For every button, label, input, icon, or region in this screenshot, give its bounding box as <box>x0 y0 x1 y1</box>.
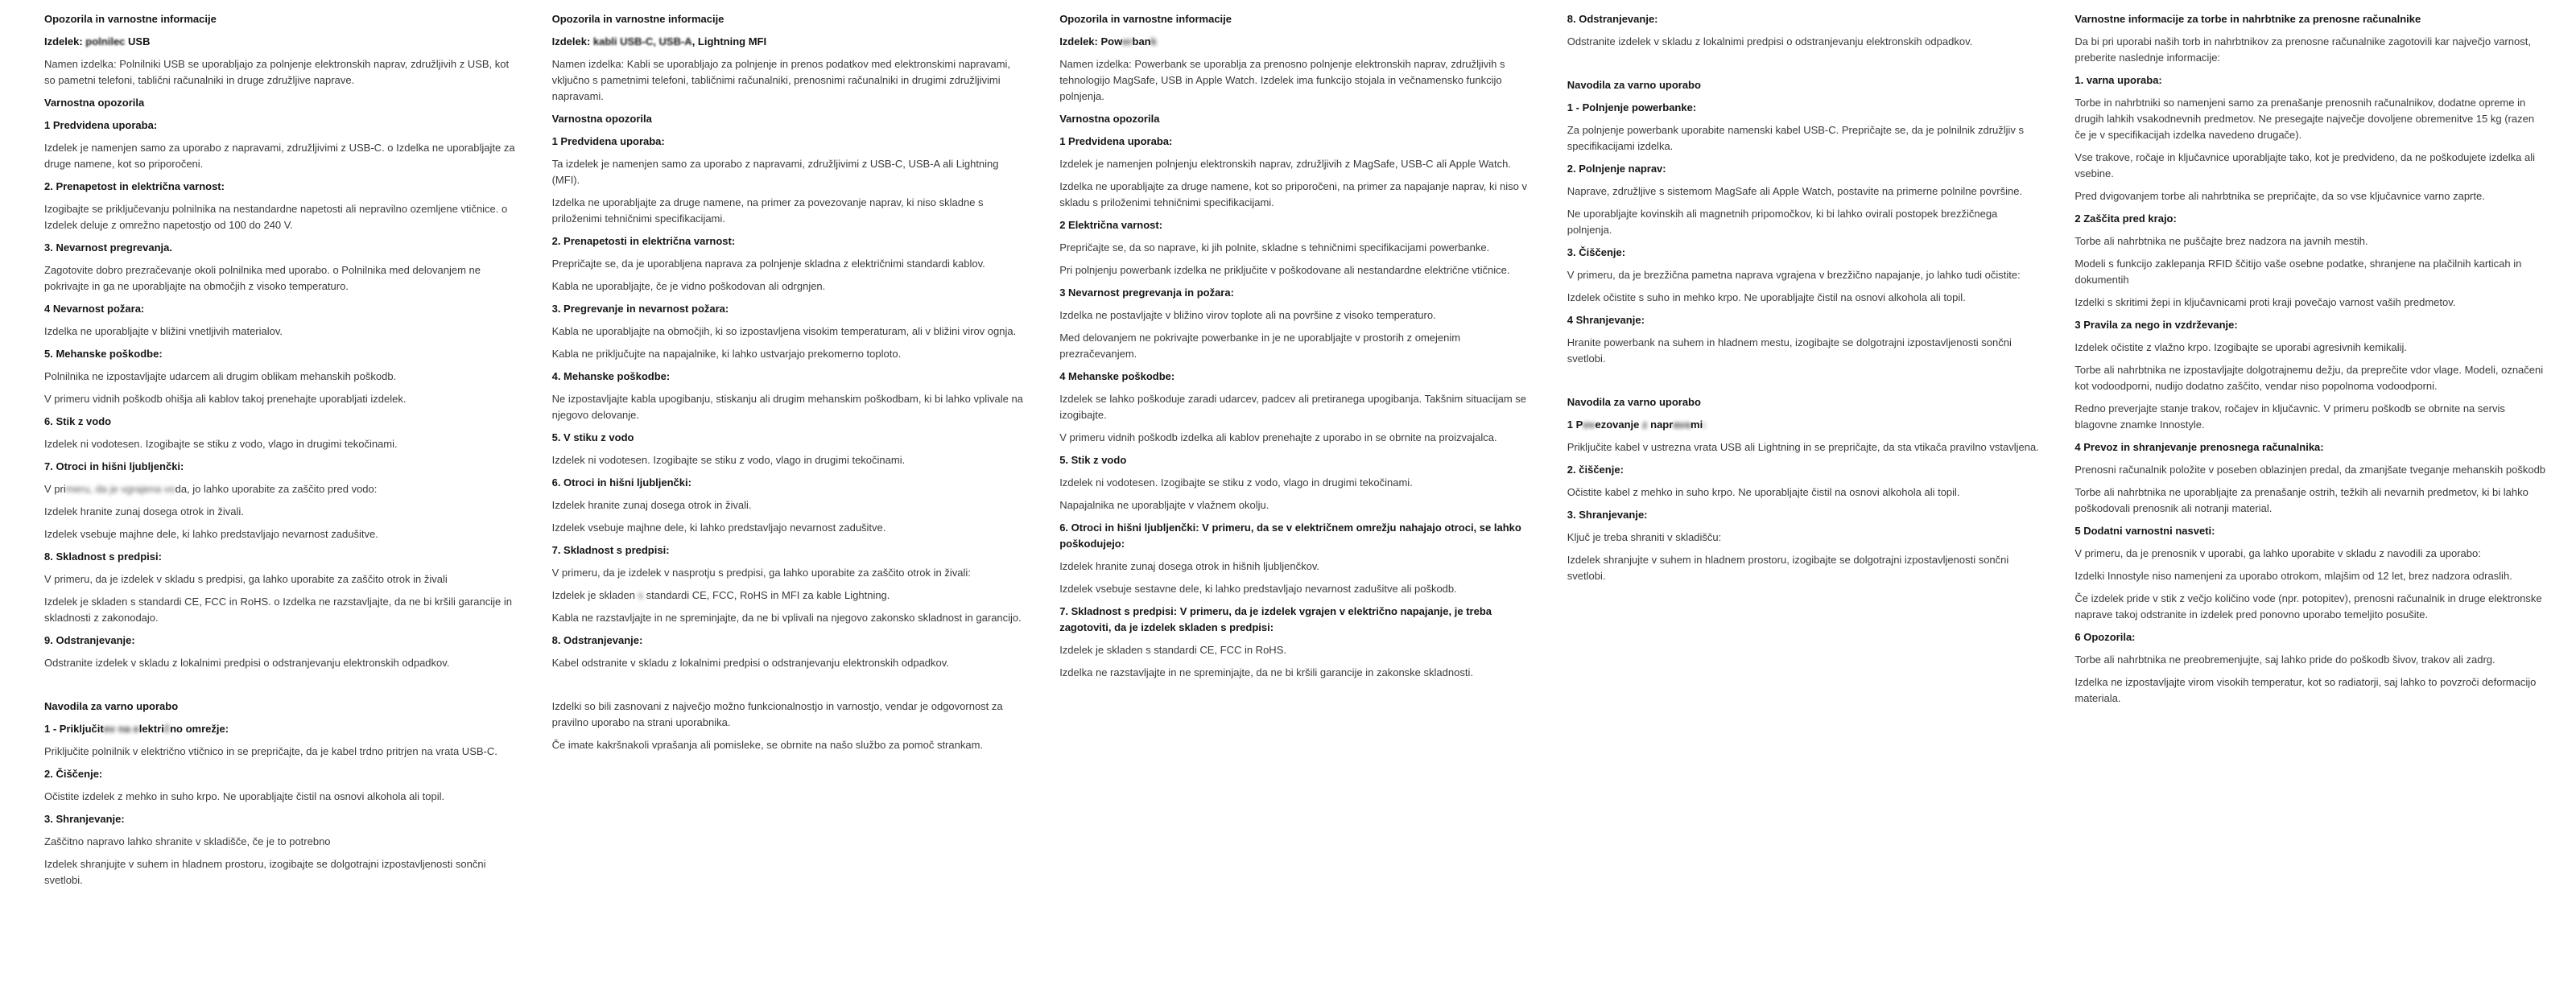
section-heading: 5. Stik z vodo <box>1059 454 1127 466</box>
paragraph: Izdelki s skritimi žepi in ključavnicami proti kraji povečajo varnost vaših predmetov. <box>2074 296 2456 308</box>
paragraph: Vse trakove, ročaje in ključavnice uporabljajte tako, kot je predvideno, da ne poškodujete izdelka ali vsebine. <box>2074 151 2536 179</box>
paragraph: Odstranite izdelek v skladu z lokalnimi predpisi o odstranjevanju elektronskih odpadkov. <box>1567 35 1973 47</box>
section-heading: 8. Skladnost s predpisi: <box>44 550 162 563</box>
section-heading: 9. Odstranjevanje: <box>44 634 135 646</box>
section-title: Navodila za varno uporabo <box>44 700 179 712</box>
paragraph: Torbe ali nahrbtnika ne puščajte brez nadzora na javnih mestih. <box>2074 235 2368 247</box>
section-heading: 3 Pravila za nego in vzdrževanje: <box>2074 319 2238 331</box>
paragraph: Odstranite izdelek v skladu z lokalnimi predpisi o odstranjevanju elektronskih odpadkov. <box>44 657 450 669</box>
blurred-text: s <box>638 589 644 601</box>
product-name <box>44 34 517 50</box>
spacer <box>44 678 517 699</box>
product-name <box>1059 34 1532 50</box>
section-heading: 6. Otroci in hišni ljubljenčki: V primeru, da se v električnem omrežju nahajajo otroci, se lahko poškodujejo: <box>1059 522 1521 550</box>
paragraph: Če imate kakršnakoli vprašanja ali pomisleke, se obrnite na našo službo za pomoč strankam. <box>551 739 984 751</box>
paragraph: Pred dvigovanjem torbe ali nahrbtnika se prepričajte, da so vse ključavnice varno zaprte. <box>2074 190 2485 202</box>
paragraph: Torbe ali nahrbtnika ne uporabljajte za prenašanje ostrih, težkih ali nevarnih predmetov, ki bi lahko poškodovali prenosnik ali notranji material. <box>2074 486 2529 514</box>
spacer <box>552 678 1025 699</box>
section-heading: 7. Skladnost s predpisi: V primeru, da je izdelek vgrajen v električno napajanje, je treba zagotoviti, da je izdelek skladen s predpisi: <box>1059 605 1492 633</box>
paragraph: Torbe in nahrbtniki so namenjeni samo za prenašanje prenosnih računalnikov, dodatne opreme in drugih lahkih vsakodnevnih predmetov. Ne presegajte največje dovoljene obremenitve 15 kg (razen če je v specifikacijah izdelka navedeno drugače). <box>2074 97 2535 141</box>
blurred-text: č <box>163 723 171 735</box>
blurred-text: ava <box>1673 418 1691 431</box>
doc-title: Opozorila in varnostne informacije <box>551 13 724 25</box>
paragraph: Polnilnika ne izpostavljajte udarcem ali drugim oblikam mehanskih poškodb. <box>44 370 397 382</box>
text-fragment: napr <box>1647 418 1674 431</box>
paragraph: Zaščitno napravo lahko shranite v skladišče, če je to potrebno <box>44 835 331 847</box>
paragraph: Med delovanjem ne pokrivajte powerbanke in je ne uporabljajte v prostorih z omejenim prezračevanjem. <box>1059 332 1461 360</box>
section-heading: 1 Predvidena uporaba: <box>1059 135 1173 147</box>
text-fragment: da, jo lahko uporabite za zaščito pred vodo: <box>175 483 378 495</box>
paragraph: V primeru vidnih poškodb ohišja ali kablov takoj prenehajte uporabljati izdelek. <box>44 393 407 405</box>
paragraph: Torbe ali nahrbtnika ne preobremenjujte, saj lahko pride do poškodb šivov, trakov ali zadrg. <box>2074 653 2496 666</box>
section-heading: 2. čiščenje: <box>1567 464 1624 476</box>
paragraph: Očistite kabel z mehko in suho krpo. Ne uporabljajte čistil na osnovi alkohola ali topil. <box>1567 486 1960 498</box>
paragraph: Izdelki so bili zasnovani z največjo možno funkcionalnostjo in varnostjo, vendar je odgovornost za pravilno uporabo na strani uporabnika. <box>551 700 1003 728</box>
section-heading: 1. varna uporaba: <box>2074 74 2162 86</box>
paragraph: Prepričajte se, da so naprave, ki jih polnite, skladne s tehničnimi specifikacijami powerbanke. <box>1059 241 1490 254</box>
paragraph: V primeru, da je izdelek v skladu s predpisi, ga lahko uporabite za zaščito otrok in živali <box>44 573 448 585</box>
paragraph: Priključite kabel v ustrezna vrata USB ali Lightning in se prepričajte, da sta vtikača pravilno vstavljena. <box>1567 441 2039 453</box>
paragraph: Izdelek vsebuje majhne dele, ki lahko predstavljajo nevarnost zadušitve. <box>551 522 886 534</box>
doc-title: Varnostne informacije za torbe in nahrbtnike za prenosne računalnike <box>2074 13 2421 25</box>
spacer <box>1567 373 2040 394</box>
paragraph: Namen izdelka: Kabli se uporabljajo za polnjenje in prenos podatkov med elektronskimi napravami, vključno s pametnimi telefoni, tabličnimi računalniki, prenosnimi računalniki in drugimi združljivimi napravami. <box>551 58 1011 102</box>
text-fragment: Izdelek: <box>551 35 593 47</box>
section-heading: 1 Predvidena uporaba: <box>551 135 665 147</box>
paragraph: Izdelek je namenjen samo za uporabo z napravami, združljivimi z USB-C. o Izdelka ne uporabljajte za druge namene, kot so priporočeni. <box>44 142 515 170</box>
column-1 <box>44 11 517 895</box>
blurred-text: er <box>1122 35 1133 47</box>
section-title: Varnostna opozorila <box>44 97 145 109</box>
paragraph: Naprave, združljive s sistemom MagSafe ali Apple Watch, postavite na primerne polnilne površine. <box>1567 185 2023 197</box>
paragraph: Izdelek hranite zunaj dosega otrok in živali. <box>44 505 244 517</box>
paragraph: Hranite powerbank na suhem in hladnem mestu, izogibajte se dolgotrajni izpostavljenosti sončni svetlobi. <box>1567 336 2012 365</box>
paragraph: V primeru, da je izdelek v nasprotju s predpisi, ga lahko uporabite za zaščito otrok in živali: <box>551 567 971 579</box>
paragraph: Če izdelek pride v stik z večjo količino vode (npr. potopitev), prenosni računalnik in druge elektronske naprave takoj odstranite in izdelek pred ponovno uporabo temeljito posušite. <box>2074 592 2542 621</box>
paragraph: Izdelek shranjujte v suhem in hladnem prostoru, izogibajte se dolgotrajni izpostavljenosti sončni svetlobi. <box>1567 554 2009 582</box>
section-heading: 5. V stiku z vodo <box>551 431 634 443</box>
section-heading: 2 Zaščita pred krajo: <box>2074 212 2177 225</box>
paragraph: Izdelek hranite zunaj dosega otrok in živali. <box>551 499 752 511</box>
paragraph: Izdelka ne postavljajte v bližino virov toplote ali na površine z visoko temperaturo. <box>1059 309 1436 321</box>
paragraph: Izdelka ne uporabljajte za druge namene, na primer za povezovanje naprav, ki niso skladne s priloženimi tehničnimi specifikacijami. <box>551 196 984 225</box>
paragraph: Izdelki Innostyle niso namenjeni za uporabo otrokom, mlajšim od 12 let, brez nadzora odraslih. <box>2074 570 2512 582</box>
paragraph: Izdelek očistite s suho in mehko krpo. Ne uporabljajte čistil na osnovi alkohola ali topil. <box>1567 291 1966 303</box>
section-heading: 3. Nevarnost pregrevanja. <box>44 241 172 254</box>
paragraph: Izogibajte se priključevanju polnilnika na nestandardne napetosti ali nepravilno ozemljene vtičnice. o Izdelek deluje z omrežno napetostjo od 100 do 240 V. <box>44 203 508 231</box>
paragraph: Izdelka ne uporabljajte za druge namene, kot so priporočeni, na primer za napajanje naprav, ki niso v skladu s priloženimi tehničnimi specifikacijami. <box>1059 180 1527 208</box>
paragraph: Kabel odstranite v skladu z lokalnimi predpisi o odstranjevanju elektronskih odpadkov. <box>551 657 949 669</box>
column-5 <box>2074 11 2547 713</box>
text-fragment: Izdelek: Pow <box>1059 35 1123 47</box>
text-fragment: V pri <box>44 483 66 495</box>
paragraph: Da bi pri uporabi naših torb in nahrbtnikov za prenosne računalnike zagotovili kar največjo varnost, preberite naslednje informacije: <box>2074 35 2531 64</box>
paragraph: Izdelek je namenjen polnjenju elektronskih naprav, združljivih z MagSafe, USB-C ali Apple Watch. <box>1059 158 1511 170</box>
paragraph: Izdelka ne razstavljajte in ne spreminjajte, da ne bi kršili garancije in zakonske skladnosti. <box>1059 666 1473 678</box>
paragraph: Ključ je treba shraniti v skladišču: <box>1567 531 1722 543</box>
paragraph <box>552 588 1025 604</box>
section-heading: 8. Odstranjevanje: <box>1567 13 1658 25</box>
paragraph: Kabla ne uporabljajte, če je vidno poškodovan ali odrgnjen. <box>551 280 826 292</box>
section-heading: 3. Pregrevanje in nevarnost požara: <box>551 303 729 315</box>
paragraph: V primeru, da je brezžična pametna naprava vgrajena v brezžično napajanje, jo lahko tudi očistite: <box>1567 269 2021 281</box>
text-fragment: , Lightning MFI <box>691 35 767 47</box>
section-heading <box>1567 417 2040 433</box>
text-fragment: standardi CE, FCC, RoHS in MFI za kable Lightning. <box>643 589 890 601</box>
paragraph: Izdelek je skladen s standardi CE, FCC in RoHS. <box>1059 644 1286 656</box>
section-heading: 6 Opozorila: <box>2074 631 2136 643</box>
blurred-text: meru, da je vgrajena vo <box>65 483 175 495</box>
paragraph: Izdelek hranite zunaj dosega otrok in hišnih ljubljenčkov. <box>1059 560 1319 572</box>
section-heading: 4 Mehanske poškodbe: <box>1059 370 1175 382</box>
paragraph: Pri polnjenju powerbank izdelka ne priključite v poškodovane ali nestandardne električne vtičnice. <box>1059 264 1510 276</box>
blurred-text: ov <box>1583 418 1596 431</box>
paragraph: Ne uporabljajte kovinskih ali magnetnih pripomočkov, ki bi lahko ovirali postopek brezžičnega polnjenja. <box>1567 208 1998 236</box>
paragraph: Izdelka ne uporabljajte v bližini vnetljivih materialov. <box>44 325 283 337</box>
text-fragment: ban <box>1132 35 1151 47</box>
section-title: Varnostna opozorila <box>551 113 652 125</box>
paragraph: Izdelek vsebuje majhne dele, ki lahko predstavljajo nevarnost zadušitve. <box>44 528 378 540</box>
section-heading: 1 Predvidena uporaba: <box>44 119 158 131</box>
paragraph: Kabla ne uporabljajte na območjih, ki so izpostavljena visokim temperaturam, ali v bližini virov ognja. <box>551 325 1017 337</box>
section-heading: 5. Mehanske poškodbe: <box>44 348 163 360</box>
section-heading: 7. Otroci in hišni ljubljenčki: <box>44 460 184 472</box>
text-fragment: USB <box>125 35 151 47</box>
paragraph: Priključite polnilnik v električno vtičnico in se prepričajte, da je kabel trdno pritrjen na vrata USB-C. <box>44 745 497 757</box>
section-heading: 4 Prevoz in shranjevanje prenosnega računalnika: <box>2074 441 2324 453</box>
paragraph: Kabla ne priključujte na napajalnike, ki lahko ustvarjajo prekomerno toploto. <box>551 348 902 360</box>
blurred-text: : <box>1703 418 1707 431</box>
product-name <box>552 34 1025 50</box>
section-heading: 2. Čiščenje: <box>44 768 103 780</box>
section-heading <box>44 721 517 737</box>
section-heading: 3. Shranjevanje: <box>44 813 125 825</box>
paragraph: Za polnjenje powerbank uporabite namenski kabel USB-C. Prepričajte se, da je polnilnik združljiv s specifikacijami izdelka. <box>1567 124 2025 152</box>
paragraph: Izdelek se lahko poškoduje zaradi udarcev, padcev ali pretiranega upogibanja. Takšnim situacijam se izogibajte. <box>1059 393 1526 421</box>
column-3 <box>1059 11 1532 687</box>
doc-title: Opozorila in varnostne informacije <box>1059 13 1232 25</box>
paragraph: Izdelek ni vodotesen. Izogibajte se stiku z vodo, vlago in drugimi tekočinami. <box>1059 476 1413 489</box>
paragraph: Očistite izdelek z mehko in suho krpo. Ne uporabljajte čistil na osnovi alkohola ali topil. <box>44 790 445 802</box>
text-fragment: ezovanje <box>1595 418 1643 431</box>
paragraph: V primeru vidnih poškodb izdelka ali kablov prenehajte z uporabo in se obrnite na proizvajalca. <box>1059 431 1497 443</box>
paragraph: Izdelek ni vodotesen. Izogibajte se stiku z vodo, vlago in drugimi tekočinami. <box>44 438 398 450</box>
text-fragment: Izdelek je skladen <box>551 589 638 601</box>
paragraph: Izdelek očistite z vlažno krpo. Izogibajte se uporabi agresivnih kemikalij. <box>2074 341 2407 353</box>
blurred-text: polnilec <box>85 35 126 47</box>
paragraph: Ne izpostavljajte kabla upogibanju, stiskanju ali drugim mehanskim poškodbam, ki bi lahko vplivale na njegovo delovanje. <box>551 393 1023 421</box>
blurred-text: kabli USB-C, USB-A <box>592 35 692 47</box>
spacer <box>1567 56 2040 77</box>
section-title: Navodila za varno uporabo <box>1567 79 1701 91</box>
text-fragment: 1 P <box>1567 418 1583 431</box>
paragraph: Izdelek shranjujte v suhem in hladnem prostoru, izogibajte se dolgotrajni izpostavljenosti sončni svetlobi. <box>44 858 486 886</box>
paragraph: Namen izdelka: Polnilniki USB se uporabljajo za polnjenje elektronskih naprav, združljivih z USB, kot so pametni telefoni, tablični računalniki in druge združljive naprave. <box>44 58 510 86</box>
doc-title: Opozorila in varnostne informacije <box>44 13 217 25</box>
section-heading: 6. Otroci in hišni ljubljenčki: <box>551 476 691 489</box>
section-heading: 3 Nevarnost pregrevanja in požara: <box>1059 287 1234 299</box>
blurred-text: z <box>1642 418 1648 431</box>
section-heading: 2 Električna varnost: <box>1059 219 1163 231</box>
paragraph: Prepričajte se, da je uporabljena naprava za polnjenje skladna z električnimi standardi kablov. <box>551 258 985 270</box>
paragraph: Izdelek ni vodotesen. Izogibajte se stiku z vodo, vlago in drugimi tekočinami. <box>551 454 906 466</box>
section-heading: 3. Čiščenje: <box>1567 246 1626 258</box>
section-heading: 2. Prenapetost in električna varnost: <box>44 180 225 192</box>
text-fragment: 1 - Priključit <box>44 723 104 735</box>
text-fragment: no omrežje: <box>170 723 229 735</box>
section-heading: 2. Prenapetosti in električna varnost: <box>551 235 736 247</box>
paragraph: Prenosni računalnik položite v poseben oblazinjen predal, da zmanjšate tveganje mehanskih poškodb <box>2074 464 2546 476</box>
paragraph: Redno preverjajte stanje trakov, ročajev in ključavnic. V primeru poškodb se obrnite na servis blagovne znamke Innostyle. <box>2074 402 2505 431</box>
blurred-text: ev na e <box>103 723 139 735</box>
text-fragment: mi <box>1690 418 1703 431</box>
section-heading: 3. Shranjevanje: <box>1567 509 1648 521</box>
section-heading: 7. Skladnost s predpisi: <box>551 544 670 556</box>
text-fragment: Izdelek: <box>44 35 86 47</box>
section-heading: 2. Polnjenje naprav: <box>1567 163 1666 175</box>
paragraph: Kabla ne razstavljajte in ne spreminjajte, da ne bi vplivali na njegovo zakonsko skladnost in garancijo. <box>551 612 1022 624</box>
section-heading: 8. Odstranjevanje: <box>551 634 643 646</box>
paragraph: Ta izdelek je namenjen samo za uporabo z napravami, združljivimi z USB-C, USB-A ali Lightning (MFI). <box>551 158 999 186</box>
section-heading: 5 Dodatni varnostni nasveti: <box>2074 525 2215 537</box>
section-heading: 4. Mehanske poškodbe: <box>551 370 671 382</box>
text-fragment: lektri <box>138 723 164 735</box>
section-heading: 6. Stik z vodo <box>44 415 112 427</box>
section-heading: 1 - Polnjenje powerbanke: <box>1567 101 1697 113</box>
paragraph: Izdelka ne izpostavljajte virom visokih temperatur, kot so radiatorji, saj lahko to povzroči deformacijo materiala. <box>2074 676 2537 704</box>
column-4 <box>1567 11 2040 591</box>
paragraph: Izdelek vsebuje sestavne dele, ki lahko predstavljajo nevarnost zadušitve ali poškodb. <box>1059 583 1457 595</box>
column-2 <box>552 11 1025 760</box>
paragraph: Izdelek je skladen s standardi CE, FCC in RoHS. o Izdelka ne razstavljajte, da ne bi kršili garancije in skladnosti z zakonodajo. <box>44 596 512 624</box>
paragraph: Namen izdelka: Powerbank se uporablja za prenosno polnjenje elektronskih naprav, združljivih s tehnologijo MagSafe, USB in Apple Watch. Izdelek ima funkcijo stojala in večnamensko funkcijo polnjenja. <box>1059 58 1505 102</box>
blurred-text: k <box>1150 35 1157 47</box>
paragraph: Torbe ali nahrbtnika ne izpostavljajte dolgotrajnemu dežju, da preprečite vdor vlage. Modeli, označeni kot vodoodporni, nudijo dodatno zaščito, vendar niso popolnoma vodoodporni. <box>2074 364 2544 392</box>
section-title: Varnostna opozorila <box>1059 113 1160 125</box>
paragraph: Modeli s funkcijo zaklepanja RFID ščitijo vaše osebne podatke, shranjene na plačilnih karticah in dokumentih <box>2074 258 2522 286</box>
section-heading: 4 Shranjevanje: <box>1567 314 1645 326</box>
paragraph: Zagotovite dobro prezračevanje okoli polnilnika med uporabo. o Polnilnika med delovanjem ne pokrivajte in ga ne uporabljajte na območjih z visoko temperaturo. <box>44 264 481 292</box>
paragraph: Napajalnika ne uporabljajte v vlažnem okolju. <box>1059 499 1269 511</box>
section-heading: 4 Nevarnost požara: <box>44 303 145 315</box>
section-title: Navodila za varno uporabo <box>1567 396 1701 408</box>
paragraph <box>44 481 517 497</box>
paragraph: V primeru, da je prenosnik v uporabi, ga lahko uporabite v skladu z navodili za uporabo: <box>2074 547 2481 559</box>
